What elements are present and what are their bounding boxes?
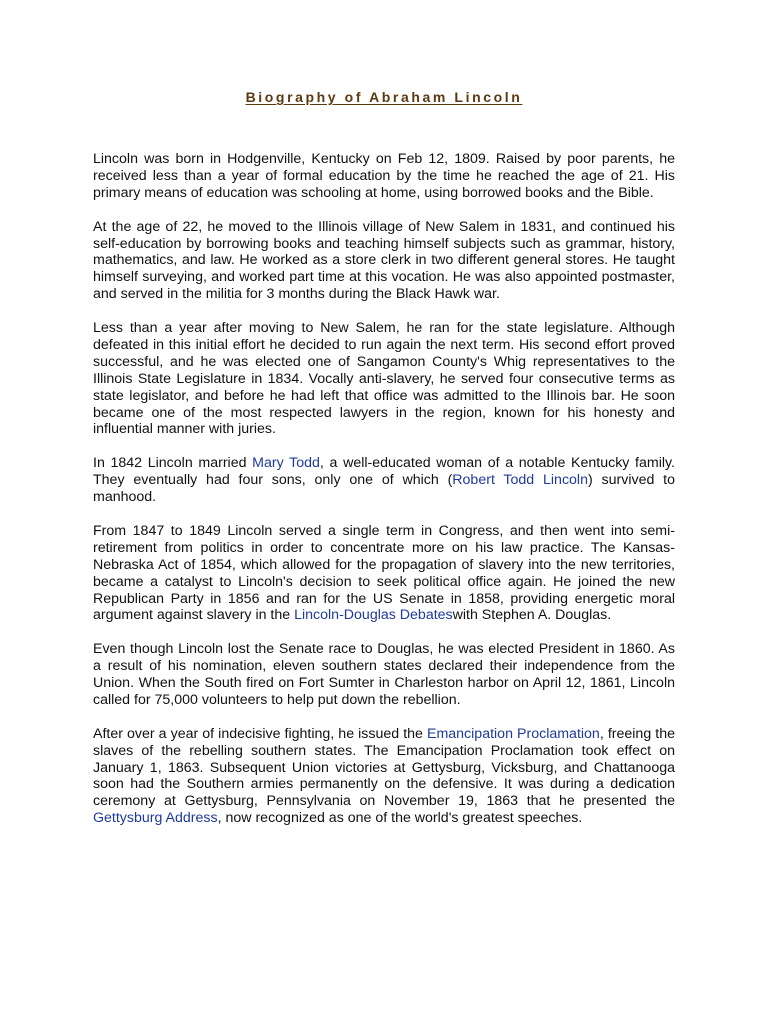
paragraph-marriage-text-a: In 1842 Lincoln married xyxy=(93,455,253,472)
link-lincoln-douglas-debates[interactable]: Lincoln-Douglas Debates xyxy=(294,607,453,624)
paragraph-emancipation xyxy=(93,726,675,827)
paragraph-emancipation-text-c: , now recognized as one of the world's greatest speeches. xyxy=(217,810,583,827)
paragraph-legislature: Less than a year after moving to New Salem, he ran for the state legislature. Although defeated in this initial effort he decided to run again the next term. His second effort proved successful, and he was elected one of Sangamon County's Whig representatives to the Illinois State Legislature in 1834. Vocally anti-slavery, he served four consecutive terms as state legislator, and before he had left that office was admitted to the Illinois bar. He soon became one of the most respected lawyers in the region, known for his honesty and influential manner with juries. xyxy=(93,320,675,438)
paragraph-congress-text-a: From 1847 to 1849 Lincoln served a single term in Congress, and then went into semi-retirement from politics in order to concentrate more on his law practice. The Kansas-Nebraska Act of 1854, which allowed for the propagation of slavery into the new territories, became a catalyst to Lincoln's decision to seek political office again. He joined the new Republican Party in 1856 and ran for the US Senate in 1858, providing energetic moral argument against slavery in the xyxy=(93,522,675,624)
link-robert-todd-lincoln[interactable]: Robert Todd Lincoln xyxy=(452,472,588,489)
paragraph-marriage xyxy=(93,455,675,506)
paragraph-emancipation-text-a: After over a year of indecisive fighting, he issued the xyxy=(93,725,427,742)
paragraph-marriage-text-c: ) survived to manhood. xyxy=(93,472,675,506)
link-mary-todd[interactable]: Mary Todd xyxy=(252,455,320,472)
biography-body xyxy=(93,151,675,844)
link-gettysburg-address[interactable]: Gettysburg Address xyxy=(93,810,218,827)
page-title xyxy=(0,88,768,106)
paragraph-presidency: Even though Lincoln lost the Senate race to Douglas, he was elected President in 1860. As a result of his nomination, eleven southern states declared their independence from the Union. When the South fired on Fort Sumter in Charleston harbor on April 12, 1861, Lincoln called for 75,000 volunteers to help put down the rebellion. xyxy=(93,641,675,708)
link-emancipation-proclamation[interactable]: Emancipation Proclamation xyxy=(427,725,600,742)
paragraph-congress-text-b: with Stephen A. Douglas. xyxy=(452,607,612,624)
paragraph-birth: Lincoln was born in Hodgenville, Kentucky on Feb 12, 1809. Raised by poor parents, he received less than a year of formal education by the time he reached the age of 21. His primary means of education was schooling at home, using borrowed books and the Bible. xyxy=(93,151,675,201)
paragraph-marriage-text-b: , a well-educated woman of a notable Kentucky family. They eventually had four sons, only one of which ( xyxy=(93,455,675,489)
paragraph-congress xyxy=(93,523,675,624)
paragraph-emancipation-text-b: , freeing the slaves of the rebelling southern states. The Emancipation Proclamation took effect on January 1, 1863. Subsequent Union victories at Gettysburg, Vicksburg, and Chattanooga soon had the Southern armies permanently on the defensive. It was during a dedication ceremony at Gettysburg, Pennsylvania on November 19, 1863 that he presented the xyxy=(93,725,675,810)
page-title-text: Biography of Abraham Lincoln xyxy=(245,89,523,105)
paragraph-new-salem: At the age of 22, he moved to the Illinois village of New Salem in 1831, and continued his self-education by borrowing books and teaching himself subjects such as grammar, history, mathematics, and law. He worked as a store clerk in two different general stores. He taught himself surveying, and worked part time at this vocation. He was also appointed postmaster, and served in the militia for 3 months during the Black Hawk war. xyxy=(93,218,675,303)
